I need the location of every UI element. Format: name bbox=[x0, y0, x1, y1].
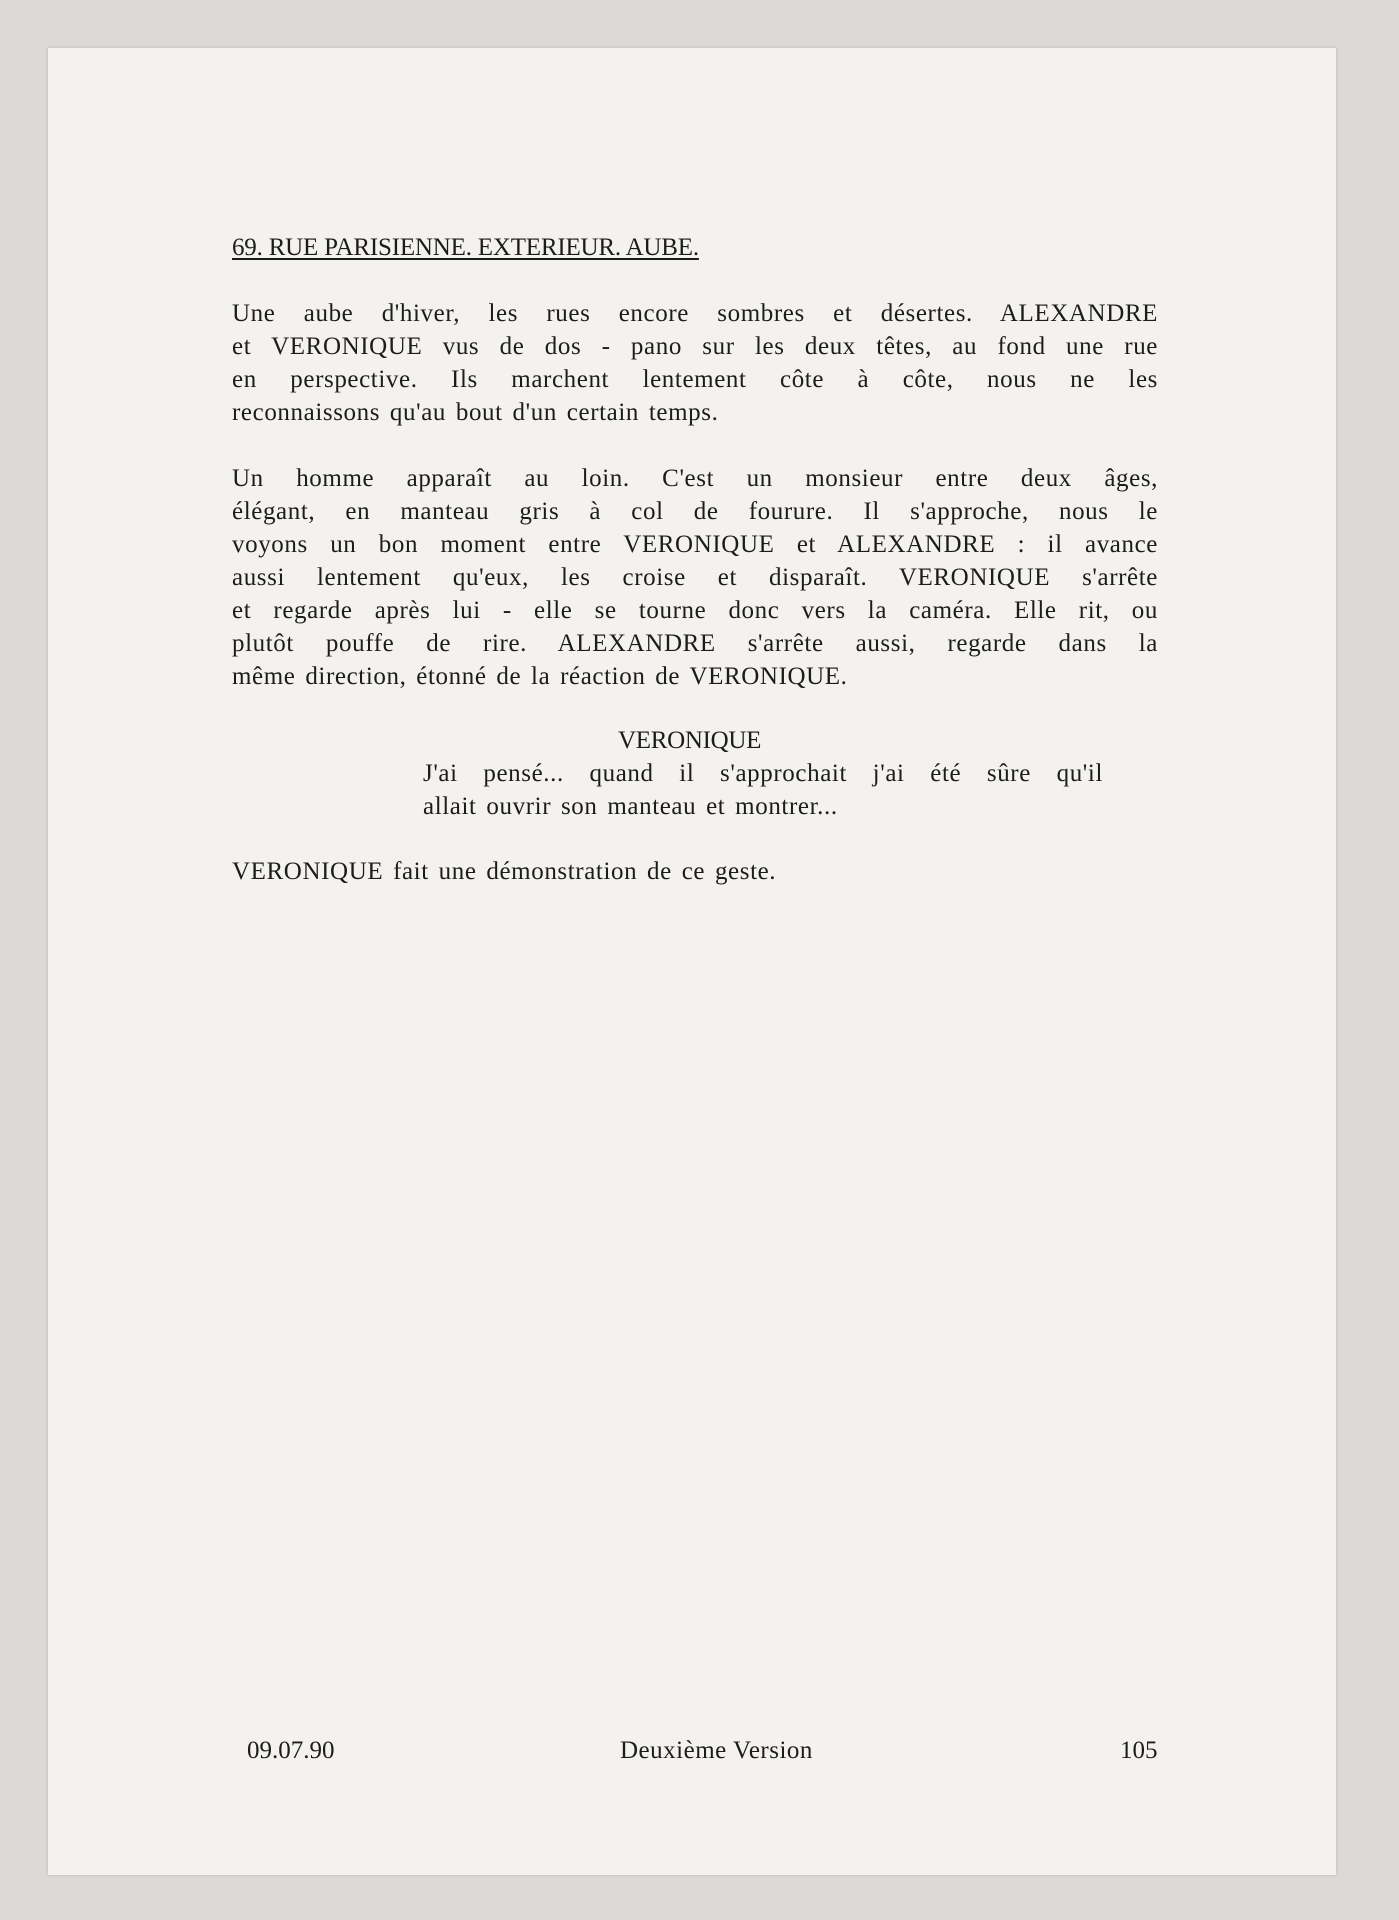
text-line: élégant, en manteau gris à col de fourure. Il s'approche, nous le bbox=[232, 498, 1158, 525]
text-line: aussi lentement qu'eux, les croise et disparaît. VERONIQUE s'arrête bbox=[232, 564, 1158, 591]
dialogue-line: J'ai pensé... quand il s'approchait j'ai été sûre qu'il bbox=[423, 760, 1103, 787]
text-line: Une aube d'hiver, les rues encore sombres et désertes. ALEXANDRE bbox=[232, 300, 1158, 327]
character-name: VERONIQUE bbox=[618, 727, 762, 754]
action-paragraph-3: VERONIQUE fait une démonstration de ce geste. bbox=[232, 858, 777, 885]
page-number: 105 bbox=[1120, 1737, 1158, 1764]
action-paragraph-1 bbox=[232, 297, 1158, 429]
dialogue-line: allait ouvrir son manteau et montrer... bbox=[423, 793, 838, 820]
dialogue-block bbox=[423, 757, 1103, 823]
text-line: plutôt pouffe de rire. ALEXANDRE s'arrête aussi, regarde dans la bbox=[232, 630, 1158, 657]
action-paragraph-2 bbox=[232, 462, 1158, 693]
text-line: en perspective. Ils marchent lentement côte à côte, nous ne les bbox=[232, 366, 1158, 393]
text-line: même direction, étonné de la réaction de VERONIQUE. bbox=[232, 663, 848, 690]
scene-heading: 69. RUE PARISIENNE. EXTERIEUR. AUBE. bbox=[232, 234, 699, 261]
footer-date: 09.07.90 bbox=[247, 1737, 335, 1764]
text-line: voyons un bon moment entre VERONIQUE et ALEXANDRE : il avance bbox=[232, 531, 1158, 558]
text-line: et regarde après lui - elle se tourne donc vers la caméra. Elle rit, ou bbox=[232, 597, 1158, 624]
footer-version: Deuxième Version bbox=[620, 1737, 813, 1764]
text-line: Un homme apparaît au loin. C'est un monsieur entre deux âges, bbox=[232, 465, 1158, 492]
text-line: reconnaissons qu'au bout d'un certain temps. bbox=[232, 399, 719, 426]
text-line: et VERONIQUE vus de dos - pano sur les deux têtes, au fond une rue bbox=[232, 333, 1158, 360]
